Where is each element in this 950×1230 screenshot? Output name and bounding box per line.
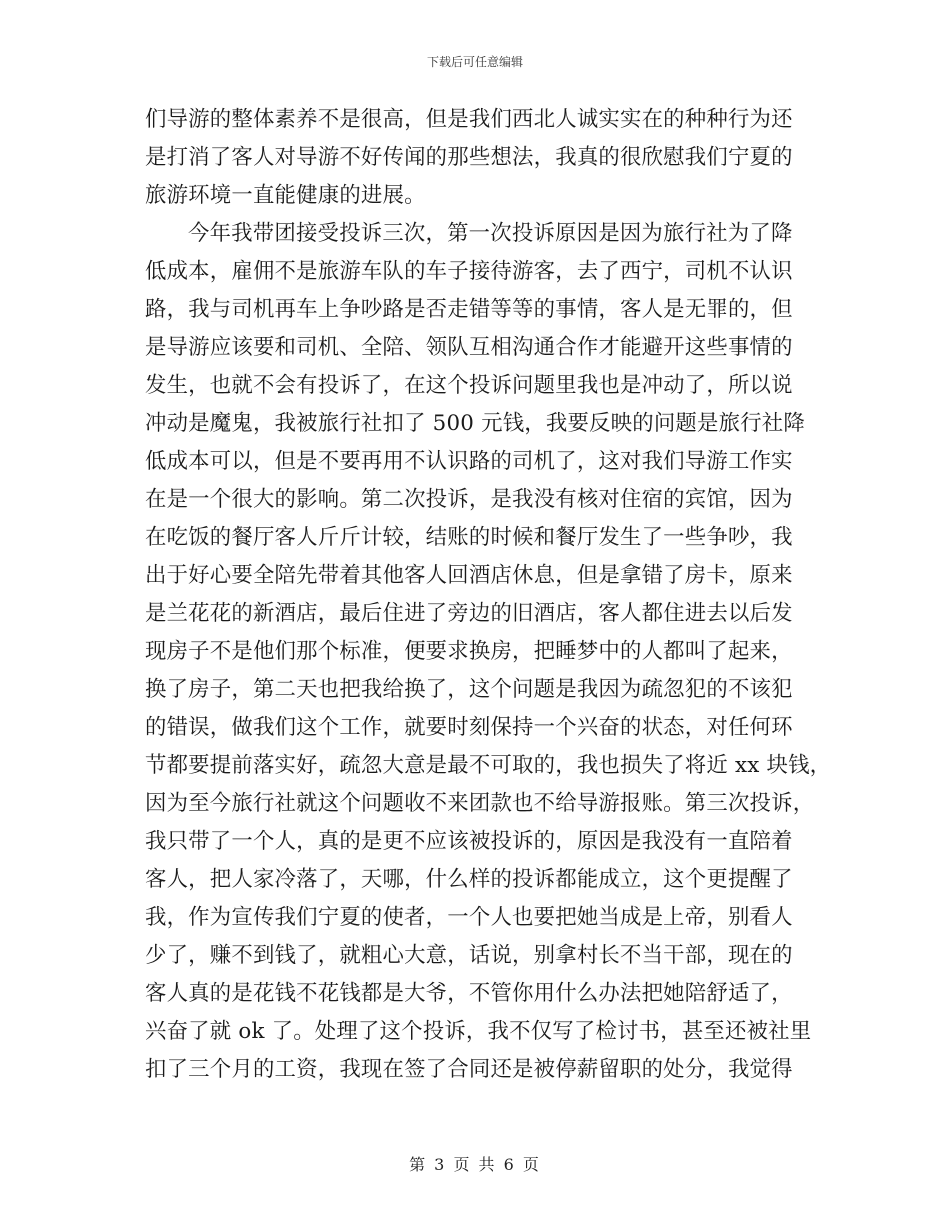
- text-line: 是兰花花的新酒店，最后住进了旁边的旧酒店，客人都住进去以后发: [145, 601, 793, 626]
- text-line: 节都要提前落实好，疏忽大意是最不可取的，我也损失了将近 xx 块钱，: [145, 753, 832, 778]
- text-line: 我，作为宣传我们宁夏的使者，一个人也要把她当成是上帝，别看人: [145, 905, 793, 930]
- text-line: 低成本可以，但是不要再用不认识路的司机了，这对我们导游工作实: [145, 449, 793, 474]
- text-line: 的错误，做我们这个工作，就要时刻保持一个兴奋的状态，对任何环: [145, 715, 793, 740]
- text-line: 路，我与司机再车上争吵路是否走错等等的事情，客人是无罪的，但: [145, 297, 793, 322]
- text-line: 在吃饭的餐厅客人斤斤计较，结账的时候和餐厅发生了一些争吵，我: [145, 525, 793, 550]
- text-line: 低成本，雇佣不是旅游车队的车子接待游客，去了西宁，司机不认识: [145, 259, 793, 284]
- text-line: 扣了三个月的工资，我现在签了合同还是被停薪留职的处分，我觉得: [145, 1057, 793, 1082]
- text-line: 是导游应该要和司机、全陪、领队互相沟通合作才能避开这些事情的: [145, 335, 793, 360]
- text-line: 客人真的是花钱不花钱都是大爷，不管你用什么办法把她陪舒适了，: [145, 981, 793, 1006]
- text-line: 出于好心要全陪先带着其他客人回酒店休息，但是拿错了房卡，原来: [145, 563, 793, 588]
- text-line: 少了，赚不到钱了，就粗心大意，话说，别拿村长不当干部，现在的: [145, 943, 793, 968]
- text-line: 是打消了客人对导游不好传闻的那些想法，我真的很欣慰我们宁夏的: [145, 145, 793, 170]
- text-line: 们导游的整体素养不是很高，但是我们西北人诚实实在的种种行为还: [145, 107, 793, 132]
- text-line: 在是一个很大的影响。第二次投诉，是我没有核对住宿的宾馆，因为: [145, 487, 793, 512]
- page-header: 下载后可任意编辑: [426, 55, 523, 69]
- text-line: 冲动是魔鬼，我被旅行社扣了 500 元钱，我要反映的问题是旅行社降: [145, 411, 805, 436]
- text-line: 我只带了一个人，真的是更不应该被投诉的，原因是我没有一直陪着: [145, 829, 793, 854]
- text-line: 发生，也就不会有投诉了，在这个投诉问题里我也是冲动了，所以说: [145, 373, 793, 398]
- paragraph: [145, 101, 825, 215]
- text-line: 兴奋了就 ok 了。处理了这个投诉，我不仅写了检讨书，甚至还被社里: [145, 1019, 812, 1044]
- page-footer: 第 3 页 共 6 页: [409, 1155, 541, 1174]
- paragraph: [145, 215, 832, 1089]
- text-line: 今年我带团接受投诉三次，第一次投诉原因是因为旅行社为了降: [188, 221, 793, 246]
- text-line: 换了房子，第二天也把我给换了，这个问题是我因为疏忽犯的不该犯: [145, 677, 793, 702]
- body-text: [145, 101, 832, 1089]
- text-line: 因为至今旅行社就这个问题收不来团款也不给导游报账。第三次投诉，: [145, 791, 815, 816]
- text-line: 旅游环境一直能健康的进展。: [145, 183, 426, 208]
- text-line: 现房子不是他们那个标准，便要求换房，把睡梦中的人都叫了起来，: [145, 639, 793, 664]
- text-line: 客人，把人家冷落了，天哪，什么样的投诉都能成立，这个更提醒了: [145, 867, 793, 892]
